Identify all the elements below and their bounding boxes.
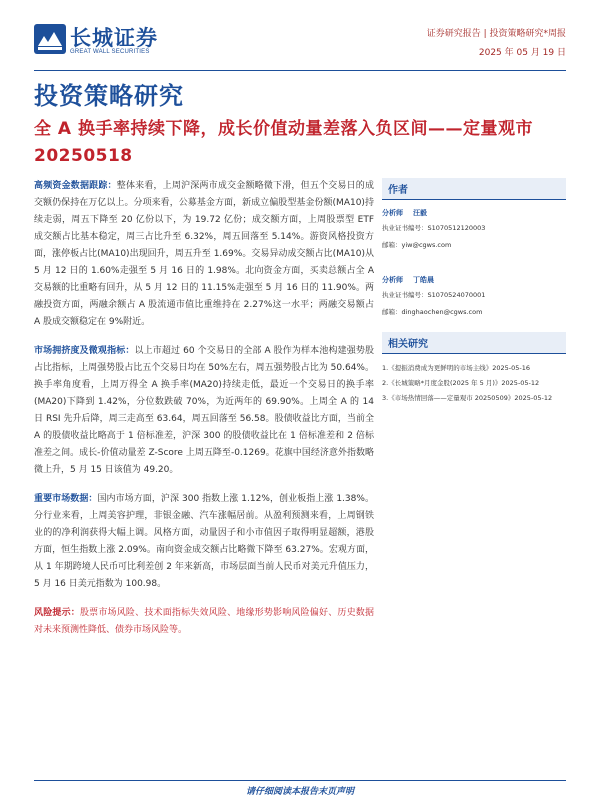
footer-disclaimer: 请仔细阅读本报告末页声明 bbox=[245, 787, 354, 797]
author-name-row bbox=[382, 275, 566, 286]
cert-label: 执业证书编号： bbox=[382, 224, 428, 232]
related-heading: 相关研究 bbox=[382, 332, 566, 354]
author-name: 丁皓晨 bbox=[413, 276, 434, 284]
author-cert bbox=[382, 290, 566, 301]
paragraph-market-data bbox=[34, 491, 374, 593]
email-label: 邮箱： bbox=[382, 308, 402, 316]
paragraph-fund-flow bbox=[34, 178, 374, 331]
author-card bbox=[382, 208, 566, 251]
cert-number: S1070524070001 bbox=[427, 291, 486, 299]
related-item[interactable]: 1.《提振消费成为更鲜明的市场主线》2025-05-16 bbox=[382, 364, 530, 372]
logo-english-name: GREAT WALL SECURITIES bbox=[70, 49, 150, 55]
author-role: 分析师 bbox=[382, 276, 403, 284]
paragraph-risk bbox=[34, 605, 374, 639]
related-item[interactable]: 3.《市场热情回落——定量观市 20250509》2025-05-12 bbox=[382, 394, 553, 402]
header-meta bbox=[427, 26, 566, 58]
author-cert bbox=[382, 223, 566, 234]
author-card bbox=[382, 275, 566, 318]
paragraph-lead: 重要市场数据： bbox=[34, 494, 98, 504]
paragraph-lead: 高频资金数据跟踪： bbox=[34, 181, 117, 191]
author-email bbox=[382, 240, 566, 251]
report-header bbox=[34, 18, 566, 66]
author-name-row bbox=[382, 208, 566, 219]
company-logo bbox=[34, 22, 184, 58]
report-summary bbox=[34, 178, 374, 651]
sidebar bbox=[382, 178, 566, 407]
paragraph-body: 以上市超过 60 个交易日的全部 A 股作为样本池构建强势股占比指标，上周强势股占比五个交易日均在 50%左右，周五强势股占比为 50.64%。换手率角度看，上周万得全 A 换手率(MA20)持续走低，最近一个交易日的换手率(MA20)下降到 1.42%，分位数跌破 70%，为近两年的 69.90%。上周全 A 的 14 日 RSI 先升后降，周三走高至 63.64，周五回落至 56.58。股债收益比方面，当前全 A 的股债收益比略高于 1 倍标准差，沪深 300 的股债收益比在 1 倍标准差和 2 倍标准差之间。成长-价值动量差 Z-Score 上周五降至-0.1269。花旗中国经济意外指数略微上升，5 月 15 日该值为 49.20。 bbox=[34, 346, 374, 475]
email-label: 邮箱： bbox=[382, 241, 402, 249]
related-item[interactable]: 2.《长城策略*月度金股(2025 年 5 月)》2025-05-12 bbox=[382, 379, 540, 387]
author-role: 分析师 bbox=[382, 209, 403, 217]
great-wall-logo-icon bbox=[34, 24, 66, 54]
cert-label: 执业证书编号： bbox=[382, 291, 428, 299]
cert-number: S1070512120003 bbox=[427, 224, 486, 232]
author-name: 汪毅 bbox=[413, 209, 427, 217]
footer-divider bbox=[34, 780, 566, 781]
report-date: 2025 年 05 月 19 日 bbox=[478, 48, 566, 58]
paragraph-lead: 市场拥挤度及微观指标： bbox=[34, 346, 135, 356]
paragraph-body: 整体来看，上周沪深两市成交金额略微下滑，但五个交易日的成交额仍保持在万亿以上。分项来看，公募基金方面，新成立偏股型基金份额(MA10)持续走弱，周五下降至 20 亿份以下，为 19.72 亿份；成交额方面，上周股票型 ETF 成交额占比基本稳定，周三占比升至 6.32%，周五回落至 5.14%。游资风格投资方面，涨停板占比(MA10)出现回升，周五升至 1.69%。交易异动成交额占比(MA10)从 5 月 12 日的 1.60%走强至 5 月 16 日的 1.98%。北向资金方面，买卖总额占全 A 交易额的比重略有回升，从 5 月 12 日的 11.15%走强至 5 月 16 日的 11.90%。两融投资方面，两融余额占 A 股流通市值比重维持在 2.27%这一水平；两融交易额占 A 股成交额稳定在 9%附近。 bbox=[34, 181, 374, 327]
logo-chinese-name: 长城证券 bbox=[70, 25, 158, 50]
report-category: 证券研究报告 | 投资策略研究*周报 bbox=[426, 29, 566, 39]
paragraph-lead: 风险提示： bbox=[34, 608, 80, 618]
authors-heading: 作者 bbox=[382, 178, 566, 200]
paragraph-body: 国内市场方面，沪深 300 指数上涨 1.12%，创业板指上涨 1.38%。分行业来看，上周美容护理，非银金融、汽车涨幅居前。从盈利预测来看，上周钢铁业的的净利润获得大幅上调。风格方面，动量因子和小市值因子取得明显超额，港股方面，恒生指数上涨 2.09%。南向资金成交额占比略微下降至 63.27%。宏观方面，从 1 年期跨境人民币可比利差创 2 年来新高，市场层面当前人民币对美元升值压力，5 月 16 日美元指数为 100.98。 bbox=[34, 494, 374, 589]
related-research-list bbox=[382, 362, 566, 405]
header-divider bbox=[34, 70, 566, 71]
author-email bbox=[382, 307, 566, 318]
report-title: 全 A 换手率持续下降，成长价值动量差落入负区间——定量观市 20250518 bbox=[34, 119, 533, 166]
paragraph-body: 股票市场风险、技术面指标失效风险、地缘形势影响风险偏好、历史数据对未来预测性降低、债券市场风险等。 bbox=[34, 608, 374, 635]
section-title: 投资策略研究 bbox=[34, 82, 184, 110]
email-address[interactable]: yiw@cgws.com bbox=[401, 241, 452, 249]
paragraph-crowding bbox=[34, 343, 374, 479]
email-address[interactable]: dinghaochen@cgws.com bbox=[401, 308, 483, 316]
